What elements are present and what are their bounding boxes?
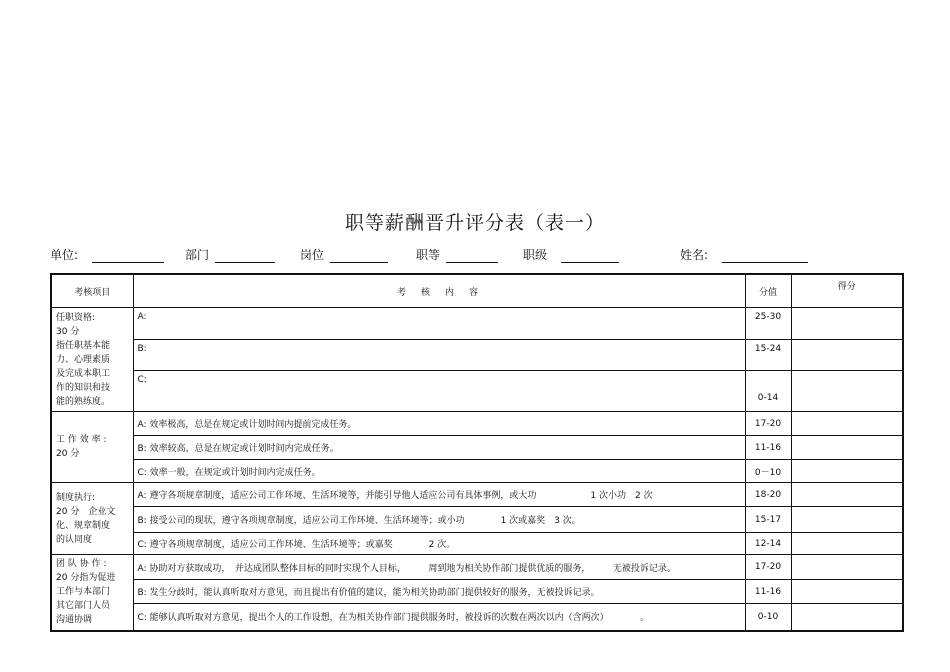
dept-field — [185, 246, 275, 263]
category-line: 工 作 效 率 : — [56, 435, 107, 445]
table-row — [51, 580, 903, 604]
category-line: 化、规章制度 — [56, 520, 111, 531]
score-cell: 11-16 — [745, 580, 791, 604]
got-score-cell[interactable] — [791, 308, 903, 340]
got-score-cell[interactable] — [791, 555, 903, 580]
content-cell: A: 协助对方获取成功， 并达成团队整体目标的同时实现个人目标， 周到地为相关协作部门提供优质的服务， 无被投诉记录。 — [133, 555, 745, 580]
dept-label: 部门 — [185, 248, 210, 262]
name-label: 姓名: — [680, 248, 709, 262]
table-row — [51, 436, 903, 460]
grade-field — [416, 246, 498, 263]
level-blank[interactable] — [561, 248, 619, 263]
category-line: 其它部门人员 — [56, 601, 111, 612]
post-field — [300, 246, 388, 263]
got-score-cell[interactable] — [791, 436, 903, 460]
got-score-cell[interactable] — [791, 604, 903, 631]
category-cell — [51, 483, 133, 555]
content-cell: A: — [133, 308, 745, 340]
dept-blank[interactable] — [215, 248, 275, 263]
score-cell: 12-14 — [745, 533, 791, 555]
col-item-header: 考核项目 — [51, 274, 133, 308]
category-line: 20 分 — [56, 449, 80, 459]
level-label: 职级 — [523, 248, 548, 262]
table-row — [51, 340, 903, 371]
content-cell: B: 发生分歧时，能认真听取对方意见，而且提出有价值的建议，能为相关协助部门提供较好的服务，无被投诉记录。 — [133, 580, 745, 604]
table-row — [51, 507, 903, 533]
unit-field — [50, 246, 164, 263]
score-cell: 15-17 — [745, 507, 791, 533]
got-score-cell[interactable] — [791, 460, 903, 483]
category-line: 沟通协调 — [56, 615, 93, 626]
content-cell: C: 效率一般，在规定或计划时间内完成任务。 — [133, 460, 745, 483]
evaluation-table — [50, 273, 904, 632]
got-score-cell[interactable] — [791, 412, 903, 436]
post-blank[interactable] — [330, 248, 388, 263]
level-field — [523, 246, 619, 263]
score-cell: 0-10 — [745, 604, 791, 631]
score-cell: 15-24 — [745, 340, 791, 371]
got-score-cell[interactable] — [791, 483, 903, 507]
category-line: 30 分 — [56, 326, 80, 337]
table-row — [51, 604, 903, 631]
category-line: 20 分 企业文 — [56, 506, 116, 517]
got-score-cell[interactable] — [791, 580, 903, 604]
unit-label: 单位: — [50, 248, 79, 262]
category-line: 指任职基本能 — [56, 340, 111, 351]
table-row — [51, 555, 903, 580]
form-header-fields — [0, 246, 950, 266]
table-row — [51, 308, 903, 340]
table-row — [51, 412, 903, 436]
content-cell: B: 效率较高，总是在规定或计划时间内完成任务。 — [133, 436, 745, 460]
score-cell: 17-20 — [745, 412, 791, 436]
category-cell — [51, 412, 133, 483]
name-blank[interactable] — [722, 248, 808, 263]
category-line: 能的熟练度。 — [56, 396, 111, 407]
category-line: 力、心理素质 — [56, 354, 111, 365]
category-line: 作的知识和技 — [56, 382, 111, 393]
score-cell: 17-20 — [745, 555, 791, 580]
category-line: 的认同度 — [56, 534, 93, 545]
category-line: 工作与本部门 — [56, 587, 111, 598]
category-line: 制度执行: — [56, 492, 96, 503]
got-score-cell[interactable] — [791, 371, 903, 412]
name-field — [680, 246, 808, 263]
col-score-header: 分值 — [745, 274, 791, 308]
category-cell — [51, 308, 133, 412]
col-content-header: 考 核 内 容 — [133, 274, 745, 308]
content-cell: C: 遵守各项规章制度，适应公司工作环境、生活环境等；或嘉奖 2 次。 — [133, 533, 745, 555]
got-score-cell[interactable] — [791, 533, 903, 555]
score-cell: 0－10 — [745, 460, 791, 483]
score-cell: 18-20 — [745, 483, 791, 507]
content-cell: A: 遵守各项规章制度，适应公司工作环境、生活环境等，并能引导他人适应公司有具体事例，或大功 1 次小功 2 次 — [133, 483, 745, 507]
table-row — [51, 371, 903, 412]
category-line: 团 队 协 作 : — [56, 559, 107, 570]
category-line: 任职资格: — [56, 312, 96, 323]
table-header-row — [51, 274, 903, 308]
content-cell: A: 效率极高，总是在规定或计划时间内提前完成任务。 — [133, 412, 745, 436]
grade-blank[interactable] — [446, 248, 498, 263]
table-row — [51, 460, 903, 483]
table-row — [51, 533, 903, 555]
score-cell: 11-16 — [745, 436, 791, 460]
table-row — [51, 483, 903, 507]
content-cell: C: 能够认真听取对方意见，提出个人的工作设想，在为相关协作部门提供服务时，被投诉的次数在两次以内（含两次） 。 — [133, 604, 745, 631]
content-cell: B: — [133, 340, 745, 371]
category-line: 及完成本职工 — [56, 368, 111, 379]
unit-blank[interactable] — [92, 248, 164, 263]
grade-label: 职等 — [416, 248, 441, 262]
content-cell: B: 接受公司的现状，遵守各项规章制度，适应公司工作环境、生活环境等；或小功 1 次或嘉奖 3 次。 — [133, 507, 745, 533]
got-score-cell[interactable] — [791, 507, 903, 533]
post-label: 岗位 — [300, 248, 325, 262]
content-cell: C: — [133, 371, 745, 412]
form-title: 职等薪酬晋升评分表（表一） — [344, 212, 605, 234]
category-cell — [51, 555, 133, 631]
category-line: 20 分指为促进 — [56, 573, 116, 584]
score-cell: 25-30 — [745, 308, 791, 340]
col-got-header: 得分 — [791, 274, 903, 308]
score-cell: 0-14 — [745, 371, 791, 412]
got-score-cell[interactable] — [791, 340, 903, 371]
